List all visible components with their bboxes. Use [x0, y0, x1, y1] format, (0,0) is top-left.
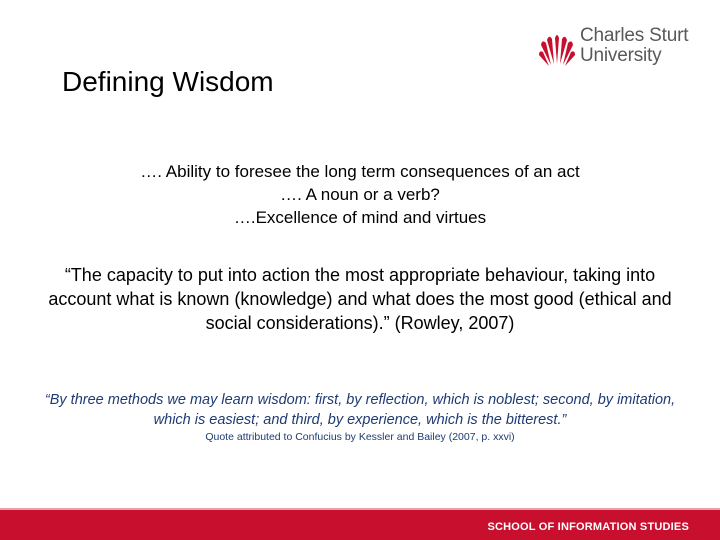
quote-attribution: Quote attributed to Confucius by Kessler and Bailey (2007, p. xxvi) — [205, 431, 515, 443]
logo-line-2: University — [580, 45, 662, 66]
definition-line: …. Ability to foresee the long term consequences of an act — [140, 162, 580, 181]
slide-title: Defining Wisdom — [62, 66, 274, 97]
logo-line-1: Charles Sturt — [580, 25, 689, 46]
rowley-quote: “The capacity to put into action the most appropriate behaviour, taking into account what is known (knowledge) and what does the most good (ethical and social considerations).” (Rowley, 2007) — [48, 265, 672, 333]
definition-line: ….Excellence of mind and virtues — [233, 208, 487, 227]
definition-line: …. A noun or a verb? — [280, 185, 440, 204]
definition-lines — [0, 160, 720, 229]
university-logo — [538, 22, 708, 70]
waratah-flower-icon — [538, 24, 576, 68]
footer-label: SCHOOL OF INFORMATION STUDIES — [487, 521, 689, 533]
logo-wordmark — [580, 26, 688, 66]
confucius-quote: “By three methods we may learn wisdom: first, by reflection, which is noblest; second, by imitation, which is easiest; and third, by experience, which is the bitterest.” — [44, 392, 676, 428]
